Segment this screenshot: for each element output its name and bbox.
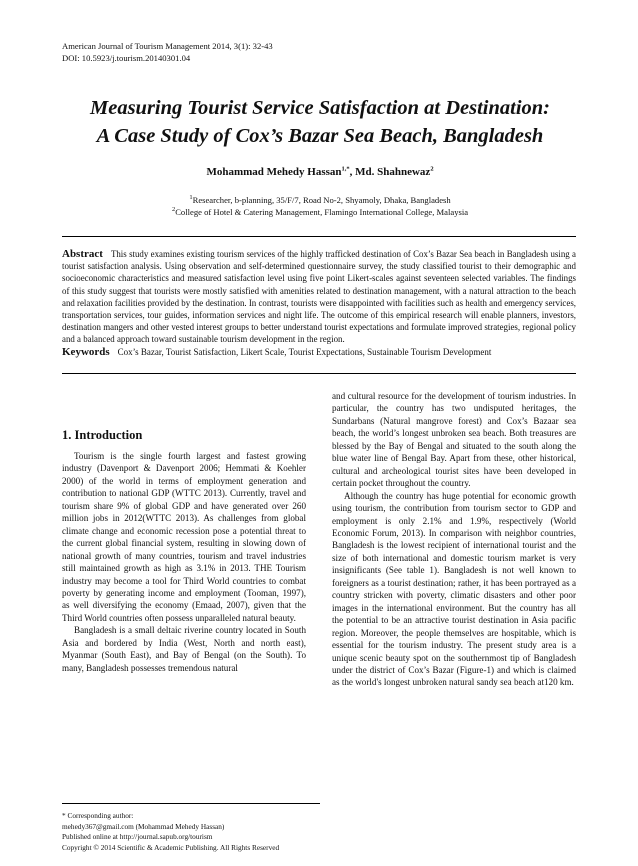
section-heading: 1. Introduction <box>62 428 143 442</box>
journal-header <box>62 41 273 64</box>
author-2-affil-mark: 2 <box>430 165 434 173</box>
journal-citation: American Journal of Tourism Management 2014, 3(1): 32-43 <box>62 41 273 51</box>
author-2: Md. Shahnewaz <box>355 166 431 178</box>
author-separator: , <box>349 166 356 178</box>
published-online: Published online at http://journal.sapub.org/tourism <box>62 832 213 841</box>
paragraph: Tourism is the single fourth largest and fastest growing industry (Davenport & Davenport 2006; Hemmati & Koehler 2000) of the world in terms of employment generation and contribution to national GDP (WTTC 2013). Currently, travel and tourism share 9% of global GDP and have generated over 260 million jobs in 2012(WTTC 2013). As challenges from global climate change and economic recession pose a potential threat to the current global financial system, resulting in slowing down of national growth of many countries, tourism and travel industries still maintained growth as high as 3.1% in 2013. THE Tourism industry may become a tool for Third World countries to combat poverty by generating income and employment (Tooman, 1997), as well diversifying the economy (Emaad, 2007), given that the Third World countries often possess unparalleled natural beauty. <box>62 451 306 623</box>
keywords-label: Keywords <box>62 346 110 358</box>
abstract <box>62 248 576 346</box>
abstract-text: This study examines existing tourism services of the highly trafficked destination of Cox’s Bazar Sea beach in Bangladesh using a tourist satisfaction analysis. Using observation and self-determined questionnaire survey, the study classified tourist to their demographic and socioeconomic characteristics and measured satisfaction level using five point Likert-scales against seventeen selected variables. The findings of this study suggest that tourists were mostly satisfied with amenities related to destination management, with a natural attraction to the beach and relaxation facilities provided by the destination. In contrast, tourists were disappointed with facilities such as health and emergency services, transportation services, tour guides, information services and night life. The outcome of this empirical research will enable planners, investors, destination mangers and other vested interest groups to better understand tourist expectations and formulate improved strategies, regional policy and a balanced approach toward sustainable tourism development in the region. <box>62 249 576 345</box>
paragraph: Bangladesh is a small deltaic riverine country located in South Asia and bordered by India (West, North and north east), Myanmar (South East), and Bay of Bengal (on the South). To many, Bangladesh possesses tremendous natural <box>62 625 306 673</box>
keywords <box>62 346 576 358</box>
author-email: mehedy367@gmail.com (Mohammad Mehedy Hassan) <box>62 821 225 831</box>
affiliation-1: $^1$Researcher, b-planning, 35/F/7, Road No-2, Shyamoly, Dhaka, Bangladesh <box>189 194 451 205</box>
abstract-label: Abstract <box>62 248 103 260</box>
keywords-text: Cox’s Bazar, Tourist Satisfaction, Likert Scale, Tourist Expectations, Sustainable Tourism Development <box>117 347 492 357</box>
title-line-1: Measuring Tourist Service Satisfaction at Destination: <box>90 97 550 119</box>
doi: DOI: 10.5923/j.tourism.20140301.04 <box>62 52 191 63</box>
divider-bottom <box>62 373 576 374</box>
footnote <box>62 811 324 853</box>
paragraph: Although the country has huge potential for economic growth using tourism, the contribution from tourism sector to GDP and employment is only 2.1% and 1.9%, respectively (World Economic Forum, 2013). In comparison with neighbor countries, Bangladesh is the lowest recipient of international tourist and the size of both international and domestic tourism market is very insignificants (See table 1). Bangladesh is not well known to foreigners as a tourist destination; rather, it has been portrayed as a country stricken with poverty, climatic disasters and other poor images in the international environment. But the country has all the potential to be an attractive tourist destination in Asia pacific region. Moreover, the people themselves are hospitable, which is essential for the tourism industry. The present study area is a unique scenic beauty spot on the southernmost tip of Bangladesh under the district of Cox’s Bazar (Figure-1) and which is claimed as the world's longest unbroken natural sandy sea beach at120 km. <box>332 490 576 688</box>
affiliations <box>50 195 590 218</box>
footnote-divider <box>62 803 320 804</box>
title-line-2: A Case Study of Cox’s Bazar Sea Beach, Bangladesh <box>96 125 544 147</box>
divider-top <box>62 236 576 237</box>
author-1-affil-mark: 1,* <box>341 165 350 173</box>
right-column <box>332 390 576 689</box>
affiliation-2: $^2$College of Hotel & Catering Management, Flamingo International College, Malaysia <box>171 205 469 217</box>
paper-title <box>50 94 590 150</box>
author-list <box>50 166 590 178</box>
author-1: Mohammad Mehedy Hassan <box>206 166 342 178</box>
left-column <box>62 450 306 674</box>
corresponding-author-label: * Corresponding author: <box>62 811 134 820</box>
paragraph: and cultural resource for the development of tourism industries. In particular, the country has two undisputed heritages, the Sundarbans (Natural mangrove forest) and Cox’s Bazaar sea beach, the world’s longest unbroken sea beach. Both treasures are blessed by the Bay of Bengal and situated to the south along the blue water line of Bengal Bay. Apart from these, other historical, cultural and archeological tourist sites have been developed in certain pocket throughout the country. <box>332 391 576 489</box>
copyright: Copyright © 2014 Scientific & Academic Publishing. All Rights Reserved <box>62 842 280 852</box>
